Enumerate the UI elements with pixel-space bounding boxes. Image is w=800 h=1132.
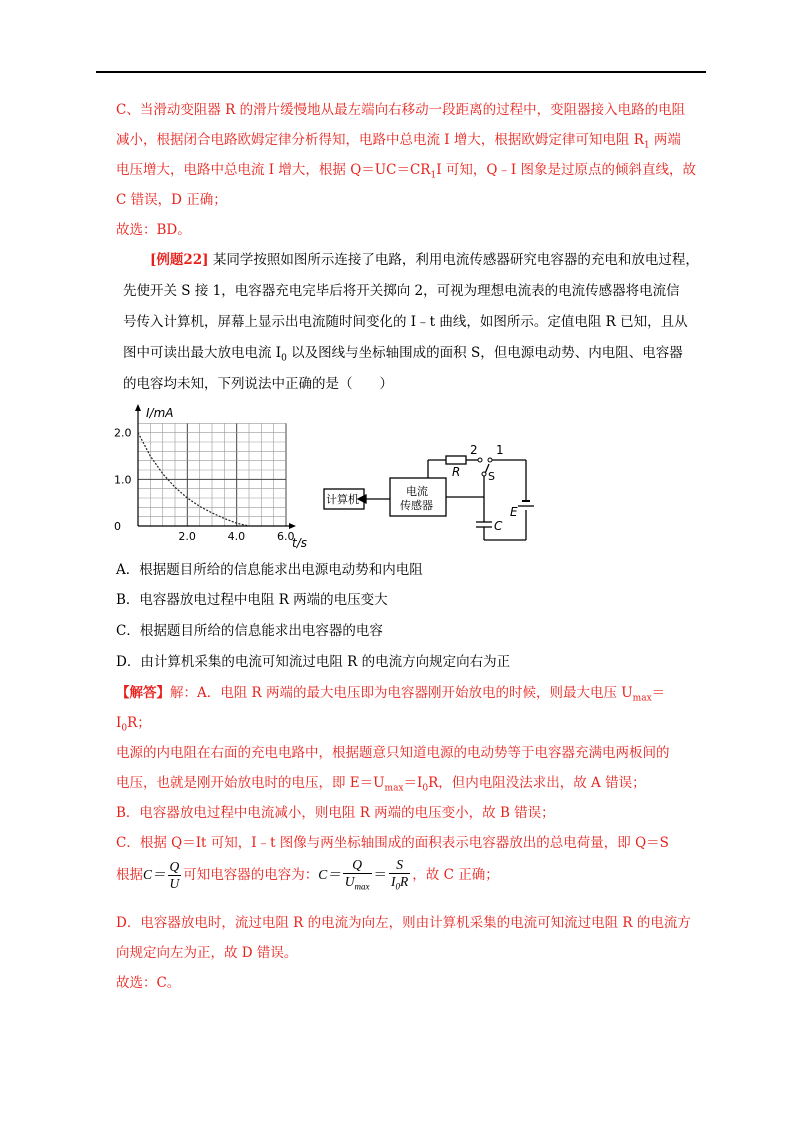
solution-line9: 向规定向左为正，故 D 错误。 xyxy=(116,945,298,961)
example-line5: 的电容均未知，下列说法中正确的是（ ） xyxy=(123,376,393,392)
x-tick-label: 2.0 xyxy=(178,530,196,543)
solution-line2: $I_0R$； xyxy=(116,715,151,734)
option-d: D．由计算机采集的电流可知流过电阻 R 的电流方向规定向右为正 xyxy=(116,654,511,670)
option-c: C．根据题目所给的信息能求出电容器的电容 xyxy=(116,623,383,639)
prev-c-line1: C、当滑动变阻器 R 的滑片缓慢地从最左端向右移动一段距离的过程中，变阻器接入电路的电阻 xyxy=(116,102,686,118)
x-axis-label: t/s xyxy=(292,536,307,550)
x-tick-label: 4.0 xyxy=(227,530,246,543)
sensor-label-2: 传感器 xyxy=(400,499,433,512)
x-axis-arrow xyxy=(289,523,296,529)
it-chart xyxy=(112,402,322,552)
circuit-diagram xyxy=(322,440,542,550)
solution-line4: 电压，也就是刚开始放电时的电压，即 $E=U_{max}=I_0R$，但内电阻没法求出，故 A 错误； xyxy=(116,775,646,794)
example-line4: 图中可读出最大放电电流 $I_0$ 以及图线与坐标轴围成的面积 S，但电源电动势、内电阻、电容器 xyxy=(123,345,683,364)
solution-line3: 电源的内电阻在右面的充电电路中，根据题意只知道电源的电动势等于电容器充满电两板间的 xyxy=(116,745,670,761)
solution-line7: 根据C＝ $\frac{Q}{U}$ 可知电容器的电容为：C＝ $\frac{Q}{U_{max}}$ ＝ $\frac{S}{I_0R}$ ，故 C 正确； xyxy=(116,855,499,895)
battery-label: E xyxy=(510,505,518,519)
x-tick-label: 6.0 xyxy=(277,530,295,543)
position-2-label: 2 xyxy=(470,443,478,457)
sensor-label-1: 电流 xyxy=(406,485,428,498)
resistor-label: R xyxy=(452,465,461,479)
solution-line6: C．根据 Q＝It 可知，I﹣t 图像与两坐标轴围成的面积表示电容器放出的总电荷量，即 Q＝S xyxy=(116,835,669,851)
y-axis-arrow xyxy=(135,404,141,411)
option-b: B．电容器放电过程中电阻 R 两端的电压变大 xyxy=(116,592,388,608)
formula-c-q-u: $\frac{Q}{U}$ xyxy=(169,859,180,891)
position-1-label: 1 xyxy=(496,443,504,457)
example-tag: [例题22] xyxy=(150,252,209,268)
example-line2: 先使开关 S 接 1，电容器充电完毕后将开关掷向 2，可视为理想电流表的电流传感器将电流信 xyxy=(123,283,680,299)
header-rule xyxy=(96,71,706,73)
solution-line1: 【解答】解：A．电阻 R 两端的最大电压即为电容器刚开始放电的时候，则最大电压 $U_{max}=$ xyxy=(116,685,666,704)
chart-axes xyxy=(135,404,296,529)
prev-c-line3: 电压增大，电路中总电流 I 增大，根据 $Q=UC=CR_1I$ 可知，Q﹣I 图象是过原点的倾斜直线，故 xyxy=(116,162,697,181)
resistor xyxy=(446,456,466,464)
prev-c-line2: 减小，根据闭合电路欧姆定律分析得知，电路中总电流 I 增大，根据欧姆定律可知电阻 $R_1$ 两端 xyxy=(116,132,681,151)
solution-line5: B．电容器放电过程中电流减小，则电阻 R 两端的电压变小，故 B 错误； xyxy=(116,805,555,821)
computer-label: 计算机 xyxy=(326,493,359,506)
option-a: A．根据题目所给的信息能求出电源电动势和内电阻 xyxy=(116,562,423,578)
prev-c-line4: C 错误，D 正确； xyxy=(116,192,227,208)
solution-answer: 故选：C。 xyxy=(116,975,181,991)
capacitor-label: C xyxy=(494,519,503,533)
y-tick-label: 0 xyxy=(114,520,121,533)
switch-label: S xyxy=(488,470,495,483)
example-line3: 号传入计算机，屏幕上显示出电流随时间变化的 I﹣t 曲线，如图所示。定值电阻 R 已知，且从 xyxy=(123,314,688,330)
formula-s-i0r: $\frac{S}{I_0R}$ xyxy=(391,856,409,892)
chart-grid xyxy=(138,423,286,526)
y-axis-label: I/mA xyxy=(146,406,174,420)
solution-line8: D．电容器放电时，流过电阻 R 的电流为向左，则由计算机采集的电流可知流过电阻 R 的电流方 xyxy=(116,915,691,931)
formula-q-umax: $\frac{Q}{U_{max}}$ xyxy=(344,856,370,892)
y-tick-label: 1.0 xyxy=(114,473,132,487)
prev-answer: 故选：BD。 xyxy=(116,222,191,238)
y-tick-label: 2.0 xyxy=(114,426,132,440)
signal-arrowhead xyxy=(358,495,366,503)
example-line1: [例题22] 某同学按照如图所示连接了电路，利用电流传感器研究电容器的充电和放电过程， xyxy=(150,252,699,268)
